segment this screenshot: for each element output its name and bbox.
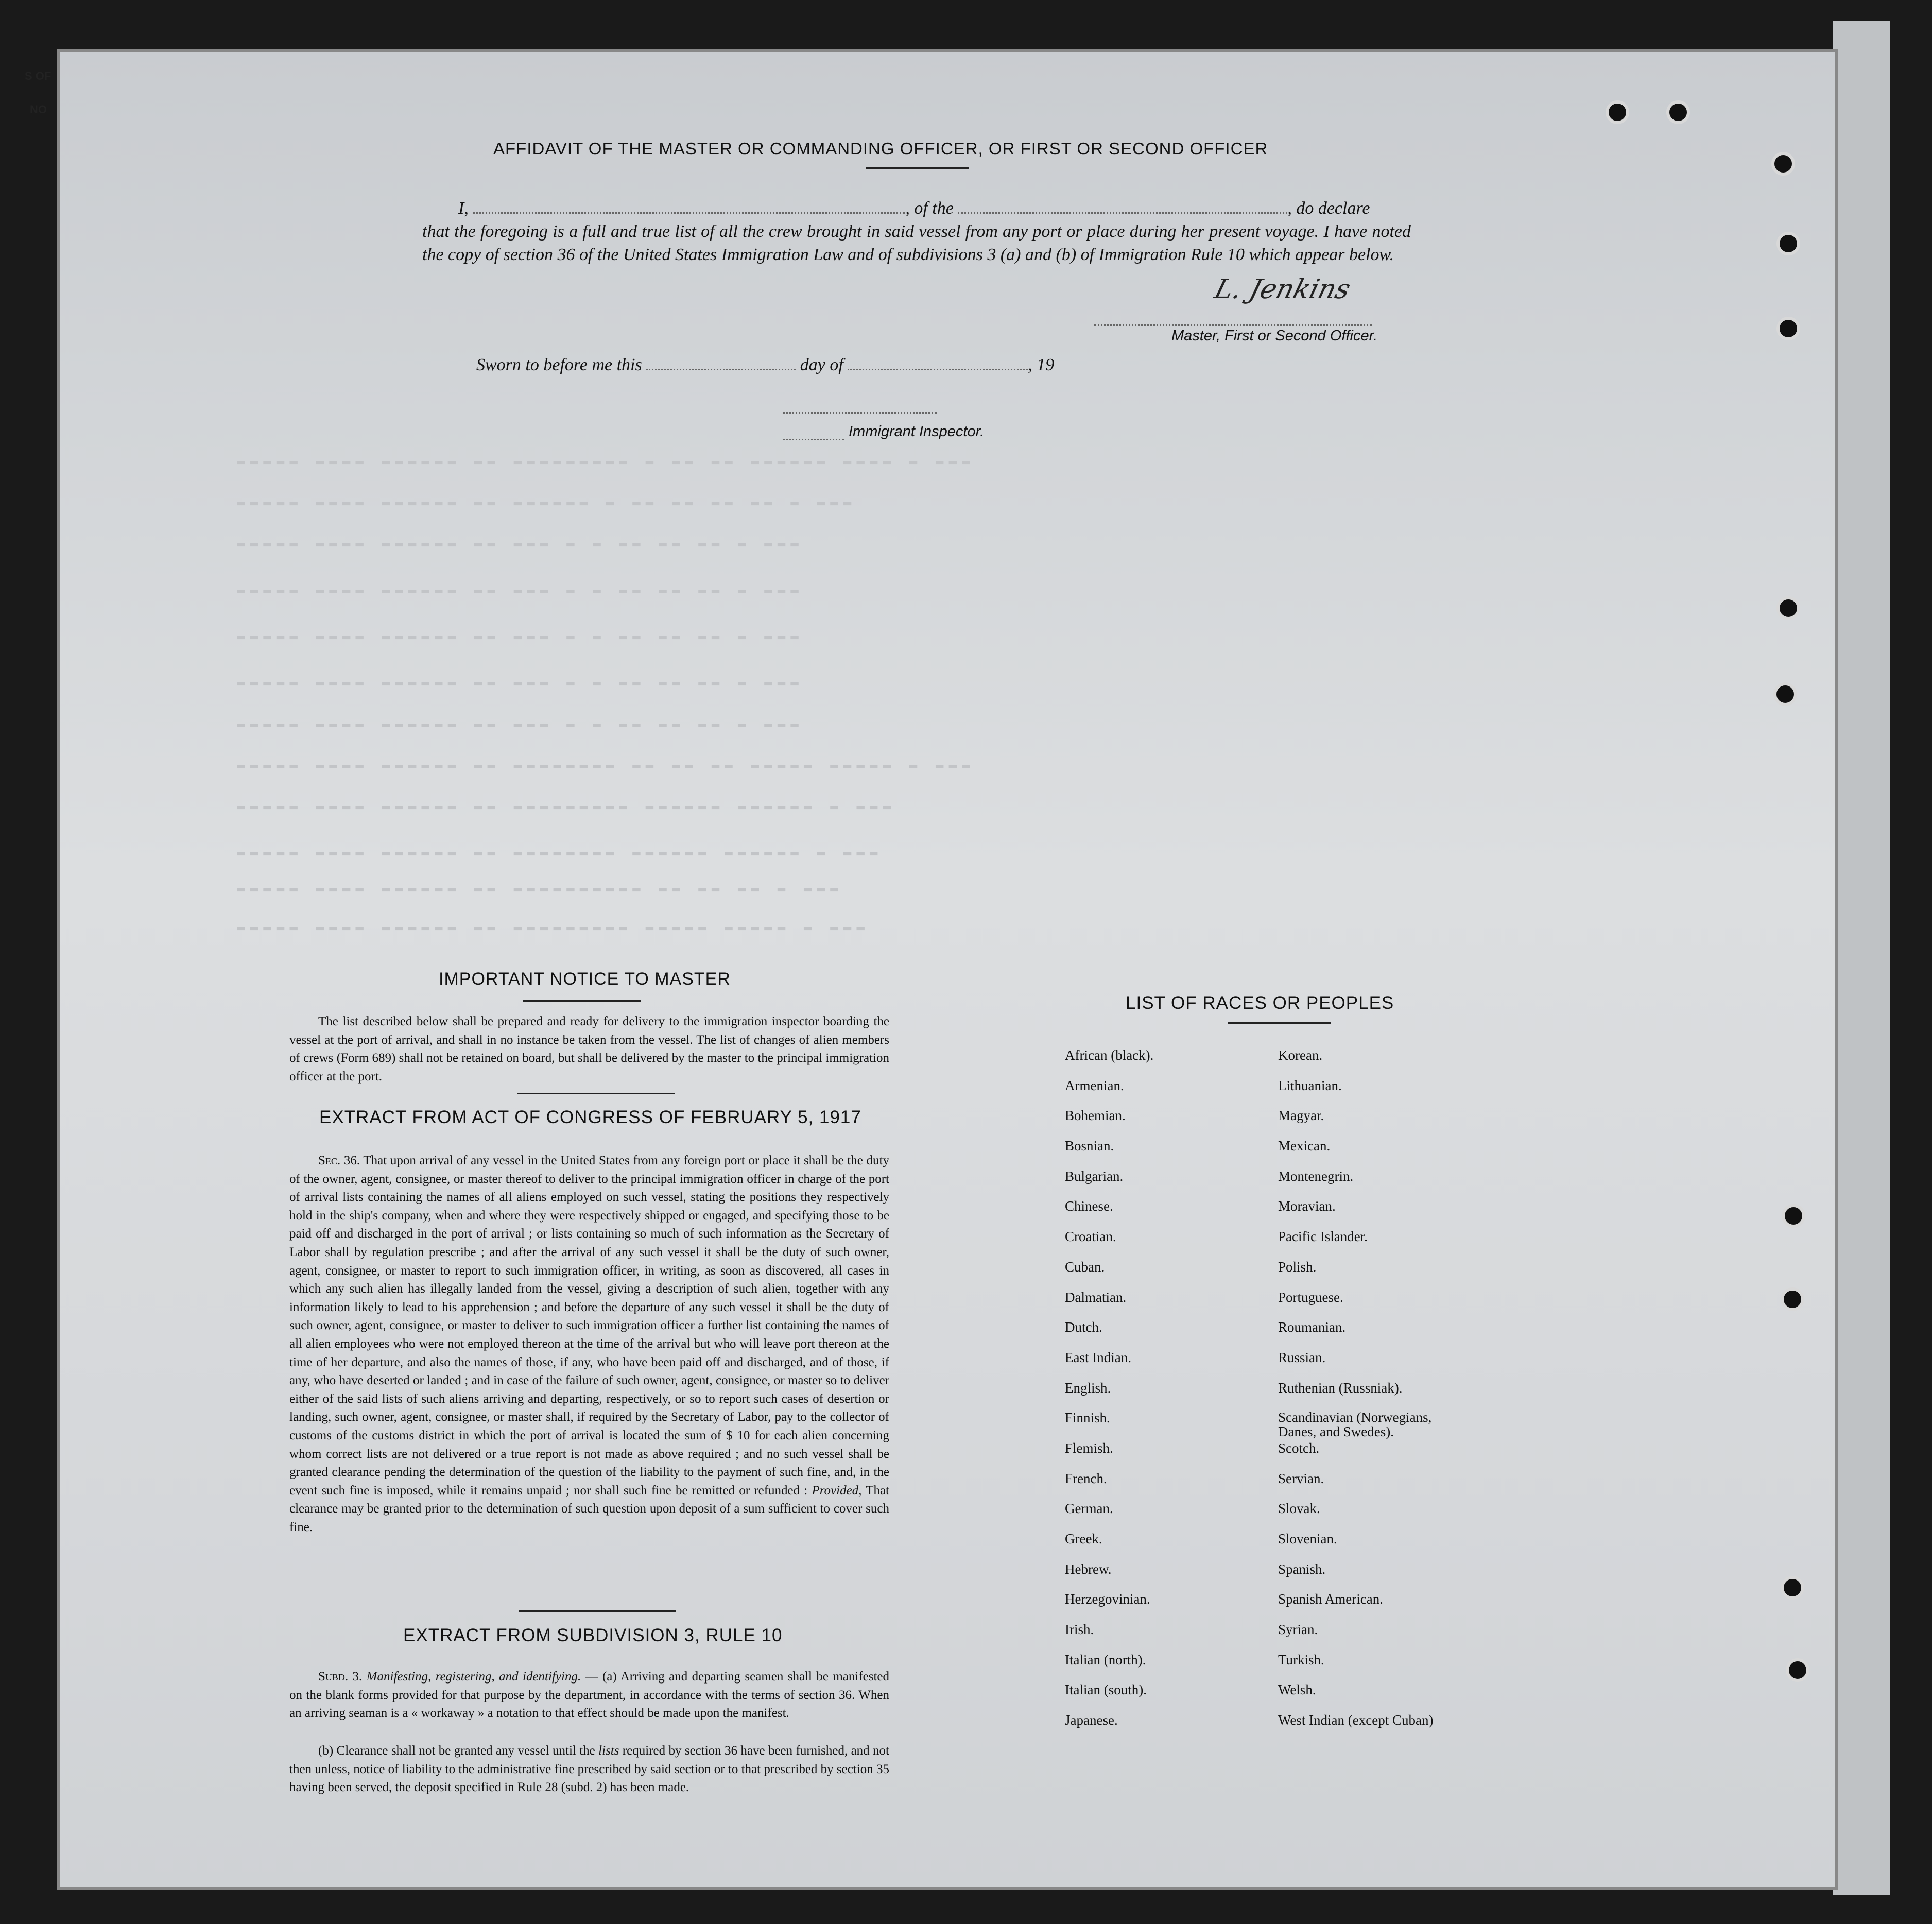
race-item: Bulgarian. [1065, 1168, 1124, 1184]
race-item: Turkish. [1278, 1652, 1324, 1668]
rule-para-b-text: required by section 36 have been furnished, and not then unless, notice of liability to the administrative fine prescribed by said section or to that prescribed by section 35 having been served, the deposit specified in Rule 28 (subd. 2) has been made. [289, 1744, 889, 1795]
rule-para-b-lists: lists [598, 1744, 619, 1758]
rule-para-b [289, 1742, 889, 1797]
day-of-label: day of [800, 355, 843, 374]
race-item: Chinese. [1065, 1198, 1113, 1214]
bleed-through-row: ▬▬▬▬▬ ▬▬▬▬ ▬▬▬▬▬▬ ▬▬ ▬▬▬ ▬ ▬ ▬▬ ▬▬ ▬▬ ▬ ▬▬▬ [237, 716, 804, 731]
race-item: Slovak. [1278, 1501, 1320, 1517]
race-item: English. [1065, 1380, 1111, 1396]
punch-hole-icon [1776, 317, 1800, 340]
race-item: East Indian. [1065, 1349, 1131, 1365]
master-label: Master, First or Second Officer. [1171, 328, 1378, 344]
race-item: Greek. [1065, 1531, 1102, 1547]
race-item: Roumanian. [1278, 1319, 1346, 1335]
punch-hole-icon [1781, 1287, 1804, 1311]
race-item: Irish. [1065, 1622, 1094, 1638]
race-item: Servian. [1278, 1470, 1324, 1486]
master-signature: L. Jenkins [1211, 274, 1354, 305]
race-item: Mexican. [1278, 1138, 1331, 1154]
race-item: Spanish. [1278, 1561, 1326, 1577]
race-item: Italian (north). [1065, 1652, 1146, 1668]
punch-hole-icon [1776, 596, 1800, 620]
sworn-day-field[interactable] [646, 369, 796, 370]
race-item: Welsh. [1278, 1682, 1316, 1698]
punch-hole-icon [1771, 152, 1795, 176]
sworn-line [476, 355, 1054, 375]
races-title: LIST OF RACES OR PEOPLES [1126, 993, 1394, 1013]
race-item: French. [1065, 1470, 1107, 1486]
race-item: Croatian. [1065, 1229, 1116, 1245]
race-item: Dalmatian. [1065, 1289, 1127, 1305]
rule-para-b-prefix: (b) Clearance shall not be granted any vessel until the [318, 1744, 595, 1758]
races-right-column [1278, 1047, 1463, 1743]
punch-hole-icon [1786, 1658, 1809, 1682]
year-prefix: , 19 [1028, 355, 1055, 374]
race-item: Herzegovinian. [1065, 1591, 1150, 1607]
race-item: West Indian (except Cuban) [1278, 1712, 1434, 1728]
bleed-through-row: ▬▬▬▬▬ ▬▬▬▬ ▬▬▬▬▬▬ ▬▬ ▬▬▬▬▬▬▬▬ ▬▬▬▬▬▬ ▬▬▬▬▬▬ ▬ ▬▬▬ [237, 845, 883, 860]
race-item: Bohemian. [1065, 1108, 1126, 1124]
affidavit-declaration: that the foregoing is a full and true list of all the crew brought in said vessel from any port or place during her present voyage. I have noted the copy of section 36 of the United States Immigration Law and of subdivisions 3 (a) and (b) of Immigration Rule 10 which appear below. [422, 222, 1411, 264]
race-item: African (black). [1065, 1047, 1154, 1063]
race-item: Magyar. [1278, 1108, 1324, 1124]
sworn-month-field[interactable] [848, 369, 1028, 370]
punch-hole-icon [1606, 100, 1629, 124]
race-item: Finnish. [1065, 1410, 1110, 1426]
race-item: Dutch. [1065, 1319, 1102, 1335]
act-text-end: That clearance may be granted prior to the determination of such question upon deposit of a sum sufficient to cover such fine. [289, 1483, 890, 1534]
race-item: Slovenian. [1278, 1531, 1337, 1547]
bleed-through-row: ▬▬▬▬▬ ▬▬▬▬ ▬▬▬▬▬▬ ▬▬ ▬▬▬▬▬▬▬▬▬ ▬▬▬▬▬ ▬▬▬▬▬ ▬ ▬▬▬ [237, 919, 870, 935]
vessel-field[interactable] [958, 212, 1287, 214]
race-item: Spanish American. [1278, 1591, 1383, 1607]
race-item: German. [1065, 1501, 1113, 1517]
signature-line[interactable] [1094, 324, 1372, 326]
margin-fragment: NO [30, 103, 47, 116]
bleed-through-row: ▬▬▬▬▬ ▬▬▬▬ ▬▬▬▬▬▬ ▬▬ ▬▬▬▬▬▬▬▬▬▬ ▬▬ ▬▬ ▬▬ ▬ ▬▬▬ [237, 881, 843, 896]
rule-para-a [289, 1668, 889, 1723]
race-item: Armenian. [1065, 1077, 1124, 1093]
notice-rule [523, 1000, 641, 1002]
race-item: Italian (south). [1065, 1682, 1147, 1698]
notice-end-rule [518, 1093, 675, 1094]
punch-hole-icon [1666, 100, 1690, 124]
manifest-page [57, 49, 1838, 1890]
act-end-rule [519, 1610, 676, 1612]
bleed-through-row: ▬▬▬▬▬ ▬▬▬▬ ▬▬▬▬▬▬ ▬▬ ▬▬▬▬▬▬▬▬ ▬▬ ▬▬ ▬▬ ▬▬▬▬▬ ▬▬▬▬▬ ▬ ▬▬▬ [237, 757, 975, 772]
races-rule [1228, 1022, 1331, 1024]
affidavit-do-declare: , do declare [1287, 199, 1370, 218]
race-item: Moravian. [1278, 1198, 1336, 1214]
affidavit-body [422, 197, 1411, 266]
notice-body: The list described below shall be prepared and ready for delivery to the immigration inspector boarding the vessel at the port of arrival, and shall in no instance be taken from the vessel. The list of changes of alien members of crews (Form 689) shall not be retained on board, but shall be delivered by the master to the principal immigration officer at the port. [289, 1015, 889, 1084]
bleed-through-row: ▬▬▬▬▬ ▬▬▬▬ ▬▬▬▬▬▬ ▬▬ ▬▬▬▬▬▬▬▬▬ ▬▬▬▬▬▬ ▬▬▬▬▬▬ ▬ ▬▬▬ [237, 798, 896, 814]
bleed-through-row: ▬▬▬▬▬ ▬▬▬▬ ▬▬▬▬▬▬ ▬▬ ▬▬▬▬▬▬▬▬▬ ▬ ▬▬ ▬▬ ▬▬▬▬▬▬ ▬▬▬▬ ▬ ▬▬▬ [237, 453, 975, 469]
race-item: Hebrew. [1065, 1561, 1112, 1577]
race-item: Japanese. [1065, 1712, 1118, 1728]
back-sheet-edge [1833, 21, 1890, 1895]
race-item: Korean. [1278, 1047, 1323, 1063]
margin-fragment: S OF [25, 70, 51, 82]
name-field[interactable] [473, 212, 905, 214]
affidavit-of-the: , of the [905, 199, 954, 218]
notice-title: IMPORTANT NOTICE TO MASTER [439, 969, 731, 989]
race-item: Scotch. [1278, 1440, 1320, 1456]
race-item: Cuban. [1065, 1259, 1105, 1275]
rule-subd-label: Subd. 3. [318, 1670, 363, 1684]
race-item: Lithuanian. [1278, 1077, 1342, 1093]
race-item: Montenegrin. [1278, 1168, 1354, 1184]
race-item: Polish. [1278, 1259, 1317, 1275]
punch-hole-icon [1781, 1576, 1804, 1600]
act-body [289, 1152, 889, 1536]
act-provided: Provided, [812, 1483, 862, 1498]
inspector-signature-line[interactable] [783, 412, 937, 414]
sworn-label: Sworn to before me this [476, 355, 642, 374]
race-item: Bosnian. [1065, 1138, 1114, 1154]
punch-hole-icon [1776, 232, 1800, 255]
race-item: Scandinavian (Norwegians, Danes, and Swedes). [1278, 1410, 1432, 1440]
act-title: EXTRACT FROM ACT OF CONGRESS OF FEBRUARY 5, 1917 [319, 1107, 861, 1127]
rule-para-a-text: — (a) Arriving and departing seamen shall be manifested on the blank forms provided for that purpose by the department, in accordance with the terms of section 36. When an arriving seaman is a « workaway » a notation to that effect should be made upon the manifest. [289, 1670, 889, 1721]
inspector-label: Immigrant Inspector. [849, 423, 985, 440]
bleed-through-row: ▬▬▬▬▬ ▬▬▬▬ ▬▬▬▬▬▬ ▬▬ ▬▬▬ ▬ ▬ ▬▬ ▬▬ ▬▬ ▬ ▬▬▬ [237, 628, 804, 644]
punch-hole-icon [1782, 1204, 1805, 1228]
race-item: Flemish. [1065, 1440, 1113, 1456]
race-item: Syrian. [1278, 1622, 1318, 1638]
race-item: Pacific Islander. [1278, 1229, 1368, 1245]
races-left-column [1065, 1047, 1153, 1743]
race-item: Ruthenian (Russniak). [1278, 1380, 1403, 1396]
affidavit-title-rule [866, 167, 969, 169]
inspector-signature-line-2[interactable] [783, 439, 844, 440]
rule-subd-heading: Manifesting, registering, and identifying. [366, 1670, 581, 1684]
bleed-through-row: ▬▬▬▬▬ ▬▬▬▬ ▬▬▬▬▬▬ ▬▬ ▬▬▬ ▬ ▬ ▬▬ ▬▬ ▬▬ ▬ ▬▬▬ [237, 582, 804, 597]
affidavit-i-label: I, [458, 199, 469, 218]
bleed-through-row: ▬▬▬▬▬ ▬▬▬▬ ▬▬▬▬▬▬ ▬▬ ▬▬▬ ▬ ▬ ▬▬ ▬▬ ▬▬ ▬ ▬▬▬ [237, 675, 804, 690]
bleed-through-row: ▬▬▬▬▬ ▬▬▬▬ ▬▬▬▬▬▬ ▬▬ ▬▬▬▬▬▬ ▬ ▬▬ ▬▬ ▬▬ ▬▬ ▬ ▬▬▬ [237, 494, 857, 510]
act-text: That upon arrival of any vessel in the United States from any foreign port or place it shall be the duty of the owner, agent, consignee, or master thereof to deliver to the principal immigration officer in charge of the port of arrival lists containing the names of all aliens employed on such vessel, stating the positions they respectively hold in the ship's company, when and where they were respectively shipped or engaged, and specifying those to be paid off and discharged in the port of arrival ; or lists containing so much of such information as the Secretary of Labor shall by regulation prescribe ; and after the arrival of any such vessel it shall be the duty of such owner, agent, consignee, or master to report to such immigration officer, in writing, as soon as discovered, all cases in which any such alien has illegally landed from the vessel, giving a description of such alien, together with any information likely to lead to his apprehension ; and before the departure of any such vessel it shall be the duty of such owner, agent, consignee, or master to deliver to such immigration officer a further list containing the names of all alien employees who were not employed thereon at the time of the arrival but who will leave port thereon at the time of her departure, and also the names of those, if any, who have been paid off and discharged, and of those, if any, who have deserted or landed ; and in case of the failure of such owner, agent, consignee, or master so to deliver either of the said lists of such aliens arriving and departing, respectively, or so to report such cases of desertion or landing, such owner, agent, consignee, or master shall, if required by the Secretary of Labor, pay to the collector of customs of the customs district in which the port of arrival is located the sum of $ 10 for each alien concerning whom correct lists are not delivered or a true report is not made as above required ; and no such vessel shall be granted clearance pending the determination of the question of the liability to the payment of such fine, and, in the event such fine is imposed, while it remains unpaid ; nor shall such fine be remitted or refunded : [289, 1154, 889, 1498]
rule-title: EXTRACT FROM SUBDIVISION 3, RULE 10 [403, 1625, 783, 1645]
affidavit-title: AFFIDAVIT OF THE MASTER OR COMMANDING OFFICER, OR FIRST OR SECOND OFFICER [493, 139, 1268, 158]
bleed-through-row: ▬▬▬▬▬ ▬▬▬▬ ▬▬▬▬▬▬ ▬▬ ▬▬▬ ▬ ▬ ▬▬ ▬▬ ▬▬ ▬ ▬▬▬ [237, 536, 804, 551]
act-sec-label: Sec. 36. [318, 1154, 360, 1167]
race-item: Portuguese. [1278, 1289, 1343, 1305]
race-item: Russian. [1278, 1349, 1326, 1365]
